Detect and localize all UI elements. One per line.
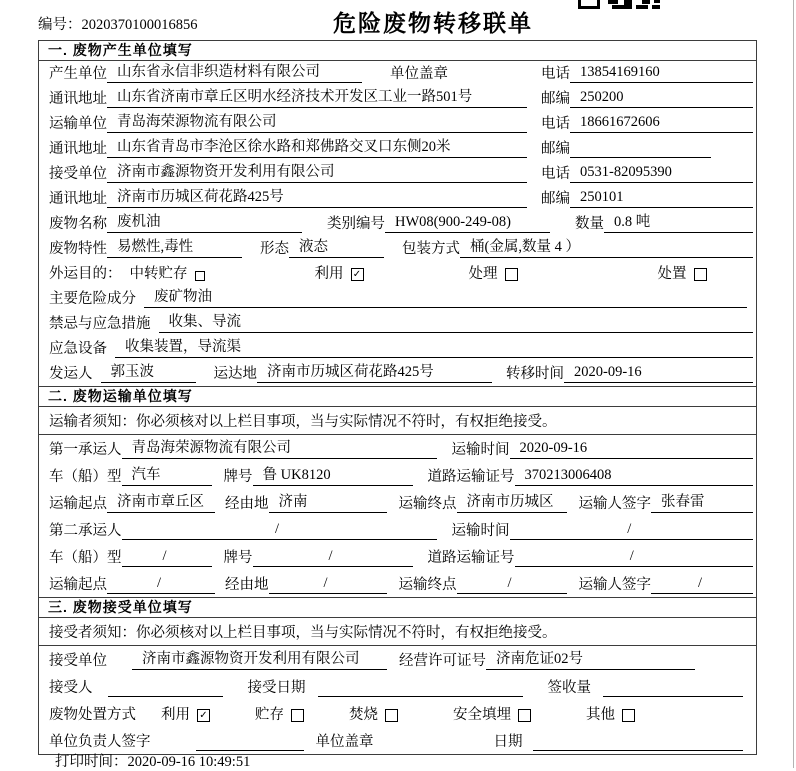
disposal-option-other: [586, 703, 635, 724]
transporter-phone-label: 电话: [541, 116, 570, 132]
unit-seal-label: 单位盖章: [315, 734, 374, 750]
contraindication-row: [39, 311, 756, 336]
transporter-address-row: [39, 136, 756, 161]
transporter-row: [39, 111, 756, 136]
producer-zip-label: 邮编: [541, 91, 570, 107]
page-title: 危险废物转移联单: [333, 10, 533, 36]
transporter-address-field: 山东省青岛市李沧区徐水路和郑佛路交叉口东侧20米: [107, 135, 527, 158]
packaging-field: 桶(金属,数量 4 ）: [460, 235, 753, 258]
producer-phone-label: 电话: [541, 66, 570, 82]
checkbox-icon: [291, 709, 304, 722]
transfer-time-label: 转移时间: [506, 366, 564, 382]
carrier-sign-label: 运输人签字: [578, 496, 651, 512]
transfer-time-field: 2020-09-16: [564, 364, 753, 383]
serial-number: [38, 13, 198, 34]
contraindication-field: 收集、导流: [159, 310, 754, 333]
route-end-field: 济南市历城区: [457, 490, 567, 513]
carrier-sign-field: 张春雷: [651, 490, 753, 513]
transport-time-field: 2020-09-16: [510, 440, 754, 459]
route2-via-label: 经由地: [225, 577, 269, 593]
plate-label: 牌号: [223, 469, 253, 485]
purpose-option-utilize: [315, 262, 364, 283]
disposal-option-label: 焚烧: [349, 707, 378, 723]
producer-address-field: 山东省济南市章丘区明水经济技术开发区工业一路501号: [107, 85, 527, 108]
waste-qty-label: 数量: [575, 216, 604, 232]
vehicle2-row: [39, 543, 756, 570]
producer-seal-label: 单位盖章: [390, 66, 448, 82]
section1-title: 一. 废物产生单位填写: [39, 41, 756, 61]
receiver-phone-label: 电话: [541, 166, 570, 182]
waste-name-field: 废机油: [107, 210, 302, 233]
sign-date-field: [533, 734, 744, 751]
purpose-option-label: 利用: [314, 266, 344, 282]
accept-date-field: [318, 680, 523, 697]
qr-finder-icon: [578, 0, 600, 9]
waste-form-field: 液态: [289, 235, 384, 258]
receiver-address-row: [39, 186, 756, 211]
road-license-field: 370213006408: [515, 467, 754, 486]
purpose-label: 外运目的：: [49, 266, 122, 282]
page-edge-line: [793, 0, 794, 768]
disposal-option-label: 利用: [161, 707, 190, 723]
checkbox-checked-icon: ✓: [351, 268, 364, 281]
accept-date-label: 接受日期: [247, 680, 306, 696]
producer-address-label: 通讯地址: [49, 91, 107, 107]
accept-person-row: [39, 673, 756, 700]
receiver-label: 接受单位: [49, 166, 107, 182]
first-carrier-label: 第一承运人: [49, 442, 122, 458]
emergency-equipment-field: 收集装置，导流渠: [115, 335, 753, 358]
receiver-notice-row: [39, 618, 756, 646]
vehicle-type-field: 汽车: [122, 463, 212, 486]
disposal-option-label: 安全填埋: [453, 707, 511, 723]
transporter-label: 运输单位: [49, 116, 107, 132]
producer-row: [39, 61, 756, 86]
checkbox-icon: [518, 709, 531, 722]
emergency-equipment-label: 应急设备: [49, 341, 107, 357]
second-carrier-row: [39, 516, 756, 543]
accept-unit-row: [39, 646, 756, 673]
disposal-method-row: [39, 700, 756, 727]
receiver-zip-label: 邮编: [541, 191, 570, 207]
checkbox-icon: [195, 271, 205, 281]
operating-license-field: 济南危证02号: [486, 647, 695, 670]
transport-time2-field: /: [510, 521, 754, 540]
receiver-field: 济南市鑫源物资开发利用有限公司: [107, 160, 527, 183]
vehicle-type2-label: 车（船）型: [49, 550, 122, 566]
producer-phone-field: 13854169160: [570, 64, 753, 83]
second-carrier-field: /: [122, 521, 437, 540]
route2-end-label: 运输终点: [398, 577, 457, 593]
disposal-option-storage: [255, 703, 304, 724]
waste-traits-label: 废物特性: [49, 241, 107, 257]
emergency-equipment-row: [39, 336, 756, 361]
sender-label: 发运人: [49, 366, 93, 382]
receiver-address-label: 通讯地址: [49, 191, 107, 207]
transfer-form: [38, 40, 757, 755]
operating-license-label: 经营许可证号: [399, 653, 486, 669]
producer-field: 山东省永信非织造材料有限公司: [107, 60, 362, 83]
carrier2-sign-field: /: [651, 575, 753, 594]
purpose-option-label: 处置: [657, 266, 687, 282]
producer-zip-field: 250200: [570, 89, 753, 108]
disposal-method-label: 废物处置方式: [49, 707, 136, 723]
transporter-zip-label: 邮编: [541, 141, 570, 157]
checkbox-icon: [505, 268, 518, 281]
road-license2-label: 道路运输证号: [427, 550, 515, 566]
waste-category-field: HW08(900-249-08): [385, 214, 550, 233]
checkbox-checked-icon: ✓: [197, 709, 210, 722]
plate2-field: /: [253, 548, 413, 567]
plate-field: 鲁 UK8120: [253, 463, 413, 486]
route1-row: [39, 489, 756, 516]
serial-label: 编号：: [38, 17, 82, 33]
waste-traits-row: [39, 236, 756, 261]
purpose-option-treat: [469, 262, 518, 283]
checkbox-icon: [622, 709, 635, 722]
checkbox-icon: [694, 268, 707, 281]
route2-end-field: /: [457, 575, 567, 594]
accept-unit-field: 济南市鑫源物资开发利用有限公司: [132, 647, 387, 670]
receipt-qty-field: [603, 680, 743, 697]
route-via-label: 经由地: [225, 496, 269, 512]
transporter-phone-field: 18661672606: [570, 114, 753, 133]
sender-field: 郭玉波: [101, 360, 196, 383]
road-license2-field: /: [515, 548, 754, 567]
receiver-row: [39, 161, 756, 186]
hazard-component-label: 主要危险成分: [49, 291, 136, 307]
purpose-option-transfer-storage: [130, 262, 205, 283]
transporter-field: 青岛海荣源物流有限公司: [107, 110, 527, 133]
transporter-address-label: 通讯地址: [49, 141, 107, 157]
route2-start-label: 运输起点: [49, 577, 107, 593]
accept-person-label: 接受人: [49, 680, 93, 696]
transporter-zip-field: [570, 141, 711, 158]
receiver-phone-field: 0531-82095390: [570, 164, 753, 183]
responsible-sign-field: [196, 734, 304, 751]
transporter-notice-text: 运输者须知：你必须核对以上栏目事项，当与实际情况不符时，有权拒绝接受。: [49, 414, 557, 430]
carrier2-sign-label: 运输人签字: [578, 577, 651, 593]
sign-date-label: 日期: [493, 734, 523, 750]
dispatch-row: [39, 361, 756, 386]
packaging-label: 包装方式: [402, 241, 460, 257]
serial-value: 2020370100016856: [81, 17, 198, 33]
route2-via-field: /: [269, 575, 387, 594]
receiver-notice-text: 接受者须知：你必须核对以上栏目事项，当与实际情况不符时，有权拒绝接受。: [49, 625, 557, 641]
producer-address-row: [39, 86, 756, 111]
waste-form-label: 形态: [260, 241, 289, 257]
waste-category-label: 类别编号: [327, 216, 385, 232]
disposal-option-utilize: [161, 703, 210, 724]
first-carrier-row: [39, 435, 756, 462]
qr-code-fragment: [578, 0, 664, 10]
destination-label: 运达地: [213, 366, 257, 382]
producer-label: 产生单位: [49, 66, 107, 82]
contraindication-label: 禁忌与应急措施: [49, 316, 151, 332]
vehicle-type2-field: /: [122, 548, 212, 567]
purpose-option-label: 中转贮存: [129, 266, 188, 282]
receiver-address-field: 济南市历城区荷花路425号: [107, 185, 527, 208]
waste-traits-field: 易燃性,毒性: [107, 235, 242, 258]
accept-person-field: [108, 680, 223, 697]
route-end-label: 运输终点: [398, 496, 457, 512]
road-license-label: 道路运输证号: [427, 469, 515, 485]
destination-field: 济南市历城区荷花路425号: [257, 360, 492, 383]
transport-time-label: 运输时间: [451, 442, 510, 458]
hazard-component-row: [39, 286, 756, 311]
transporter-notice-row: [39, 407, 756, 435]
responsible-sign-label: 单位负责人签字: [49, 734, 151, 750]
route2-row: [39, 570, 756, 597]
disposal-option-incinerate: [349, 703, 398, 724]
receiver-zip-field: 250101: [570, 189, 753, 208]
receipt-qty-label: 签收量: [547, 680, 591, 696]
waste-name-label: 废物名称: [49, 216, 107, 232]
vehicle-type-label: 车（船）型: [49, 469, 122, 485]
route2-start-field: /: [107, 575, 215, 594]
section3-title: 三. 废物接受单位填写: [39, 597, 756, 618]
checkbox-icon: [385, 709, 398, 722]
purpose-option-dispose: [658, 262, 707, 283]
transport-time2-label: 运输时间: [451, 523, 510, 539]
waste-name-row: [39, 211, 756, 236]
purpose-row: [39, 261, 756, 286]
purpose-option-label: 处理: [468, 266, 498, 282]
hazard-component-field: 废矿物油: [144, 285, 747, 308]
accept-unit-label: 接受单位: [49, 653, 107, 669]
vehicle1-row: [39, 462, 756, 489]
waste-qty-field: 0.8 吨: [604, 210, 753, 233]
first-carrier-field: 青岛海荣源物流有限公司: [122, 436, 437, 459]
route-start-label: 运输起点: [49, 496, 107, 512]
print-time-value: 2020-09-16 10:49:51: [127, 754, 251, 770]
disposal-option-label: 其他: [586, 707, 615, 723]
section2-title: 二. 废物运输单位填写: [39, 386, 756, 407]
second-carrier-label: 第二承运人: [49, 523, 122, 539]
disposal-option-landfill: [453, 703, 531, 724]
disposal-option-label: 贮存: [255, 707, 284, 723]
plate2-label: 牌号: [223, 550, 253, 566]
print-time-label: 打印时间：: [55, 754, 128, 770]
route-start-field: 济南市章丘区: [107, 490, 215, 513]
route-via-field: 济南: [269, 490, 387, 513]
